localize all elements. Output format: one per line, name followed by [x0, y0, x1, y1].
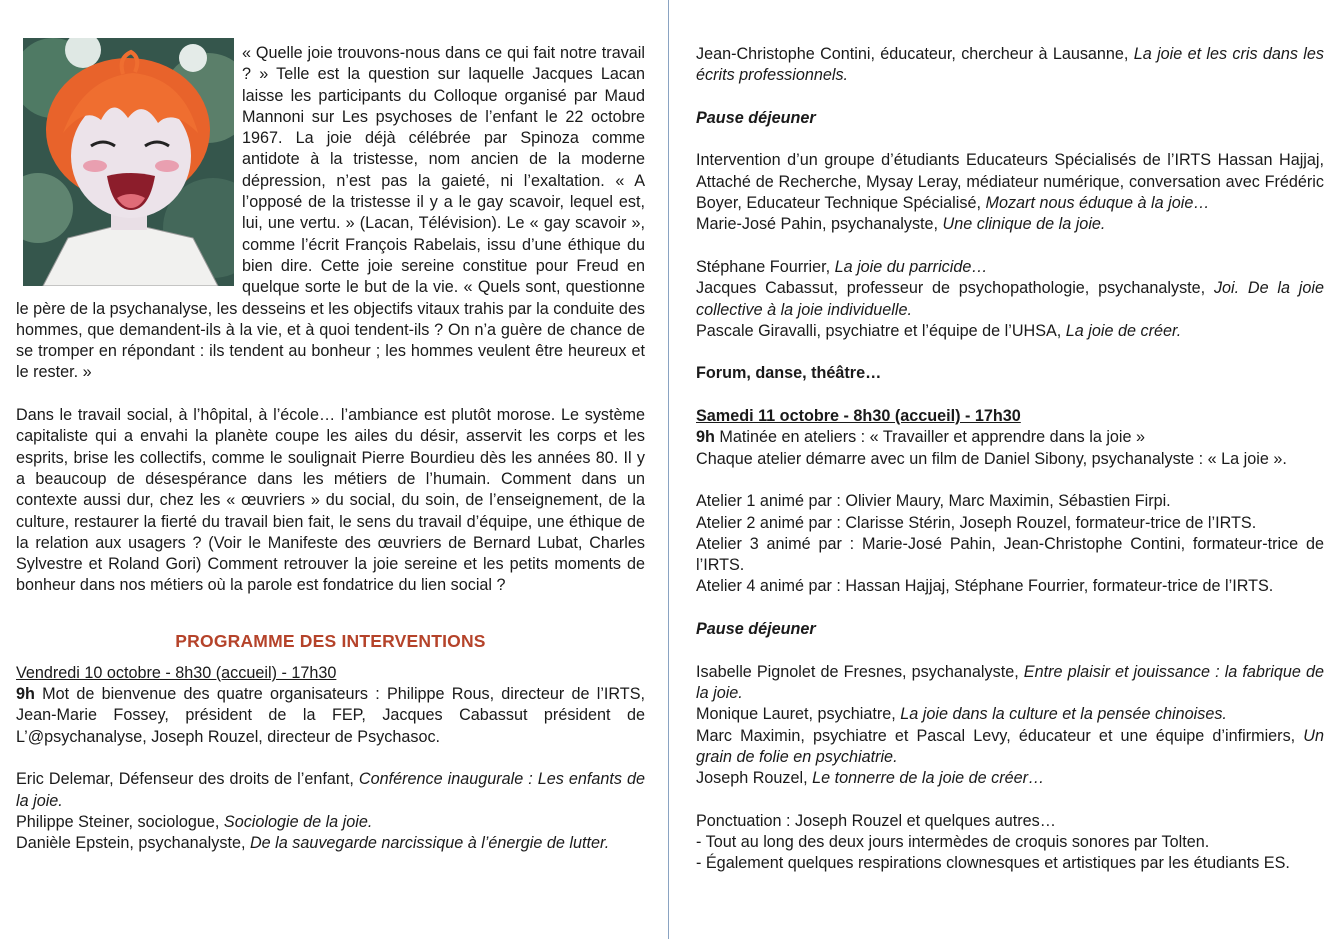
- talk-title: Joi. De la joie collective à la joie individuelle.: [696, 279, 1324, 319]
- speaker: Isabelle Pignolet de Fresnes, psychanalyste,: [696, 662, 1024, 681]
- talk-fourrier: [696, 257, 1324, 278]
- talk-maximin: [696, 726, 1324, 769]
- speaker: Stéphane Fourrier,: [696, 257, 835, 276]
- talk-title: La joie du parricide…: [834, 257, 988, 276]
- talk-lauret: [696, 704, 1324, 725]
- talk-title: De la sauvegarde narcissique à l’énergie de lutter.: [249, 834, 610, 853]
- speaker: Marie-José Pahin, psychanalyste,: [696, 215, 943, 234]
- talk-epstein: [16, 833, 645, 854]
- speaker: Pascale Giravalli, psychiatre et l’équipe de l’UHSA,: [696, 321, 1066, 340]
- bullet-croquis: - Tout au long des deux jours intermèdes de croquis sonores par Tolten.: [696, 832, 1210, 851]
- talk-title: La joie de créer.: [1065, 321, 1182, 340]
- friday-welcome-text: Mot de bienvenue des quatre organisateurs : Philippe Rous, directeur de l’IRTS, Jean-Marie Fossey, président de la FEP, Jacques Cabassut président de L’@psychanalyse, Joseph Rouzel, directeur de Psychasoc.: [16, 685, 645, 746]
- saturday-matinee: [696, 427, 1324, 448]
- speaker: Intervention d’un groupe d’étudiants Educateurs Spécialisés de l’IRTS Hassan Hajjaj, Attaché de Recherche, Mysay Leray, médiateur numérique, conversation avec Frédéric Boyer, Educateur Technique Spécialisé,: [696, 151, 1324, 213]
- friday-time: 9h: [16, 685, 35, 704]
- saturday-film: Chaque atelier démarre avec un film de Daniel Sibony, psychanalyste : « La joie ».: [696, 449, 1287, 468]
- saturday-heading: Samedi 11 octobre - 8h30 (accueil) - 17h30: [696, 407, 1021, 426]
- speaker: Philippe Steiner, sociologue,: [16, 812, 224, 831]
- pause-label: Pause déjeuner: [696, 620, 816, 639]
- pause-friday: [696, 108, 1324, 129]
- talk-title: La joie dans la culture et la pensée chinoises.: [900, 705, 1227, 724]
- speaker: Danièle Epstein, psychanalyste,: [16, 834, 250, 853]
- intro-paragraph-1: « Quelle joie trouvons-nous dans ce qui fait notre travail ? » Telle est la question sur laquelle Jacques Lacan laisse les participants du Colloque organisé par Maud Mannoni sur Les psychoses de l’enfant le 22 octobre 1967. La joie déjà célébrée par Spinoza comme antidote à la tristesse, nom ancien de la moderne dépression, n’est pas la gaieté, ni l’exaltation. « A l’opposé de la tristesse il y a le gay scavoir, lequel est, lui, une vertu. » (Lacan, Télévision). Le « gay scavoir », comme l’écrit François Rabelais, issu d’une éthique du bien dire. Cette joie sereine constitue pour Freud en quelque sorte le but de la vie. « Quels sont, questionne le père de la psychanalyse, les desseins et les objectifs vitaux trahis par la conduite des hommes, que demandent-ils à la vie, et à quoi tendent-ils ? On n’a guère de chance de se tromper en répondant : ils tendent au bonheur ; les hommes veulent être heureux et le rester. »: [16, 44, 645, 382]
- talk-title: Le tonnerre de la joie de créer…: [812, 769, 1045, 788]
- programme-title: PROGRAMME DES INTERVENTIONS: [175, 630, 486, 651]
- talk-title: Entre plaisir et jouissance : la fabrique de la joie.: [696, 662, 1324, 702]
- illustration-drawing: [23, 38, 234, 286]
- illustration-laughing-child: [23, 38, 234, 286]
- talk-title: Une clinique de la joie.: [942, 215, 1106, 234]
- talk-students: [696, 150, 1324, 214]
- talk-pahin: [696, 214, 1324, 235]
- bullet-respirations: - Également quelques respirations clownesques et artistiques par les étudiants ES.: [696, 854, 1290, 873]
- forum-label: Forum, danse, théâtre…: [696, 364, 882, 383]
- speaker: Eric Delemar, Défenseur des droits de l’enfant,: [16, 770, 359, 789]
- speaker: Jacques Cabassut, professeur de psychopathologie, psychanalyste,: [696, 279, 1214, 298]
- atelier-3: Atelier 3 animé par : Marie-José Pahin, Jean-Christophe Contini, formateur-trice de l’IRTS.: [696, 534, 1324, 575]
- atelier-1: Atelier 1 animé par : Olivier Maury, Marc Maximin, Sébastien Firpi.: [696, 492, 1171, 511]
- talk-title: Conférence inaugurale : Les enfants de la joie.: [16, 770, 645, 810]
- pause-saturday: [696, 619, 1324, 640]
- talk-title: La joie et les cris dans les écrits professionnels.: [696, 45, 1324, 85]
- talk-pignolet: [696, 662, 1324, 705]
- talk-title: Mozart nous éduque à la joie…: [985, 194, 1210, 213]
- speaker: Marc Maximin, psychiatre et Pascal Levy, éducateur et une équipe d’infirmiers,: [696, 726, 1304, 745]
- speaker: Jean-Christophe Contini, éducateur, chercheur à Lausanne,: [696, 45, 1134, 63]
- ponctuation: Ponctuation : Joseph Rouzel et quelques autres…: [696, 811, 1056, 830]
- atelier-4: Atelier 4 animé par : Hassan Hajjaj, Stéphane Fourrier, formateur-trice de l’IRTS.: [696, 577, 1274, 596]
- matinee-text: Matinée en ateliers : « Travailler et apprendre dans la joie »: [714, 428, 1146, 447]
- talk-title: Un grain de folie en psychiatrie.: [696, 726, 1324, 766]
- right-column: [696, 0, 1324, 875]
- saturday-time: 9h: [696, 428, 715, 447]
- talk-delemar: [16, 769, 645, 812]
- speaker: Monique Lauret, psychiatre,: [696, 705, 901, 724]
- left-column: [16, 0, 645, 854]
- talk-contini: [696, 44, 1324, 87]
- column-divider: [668, 0, 669, 939]
- pause-label: Pause déjeuner: [696, 108, 816, 127]
- friday-heading: Vendredi 10 octobre - 8h30 (accueil) - 17h30: [16, 663, 337, 682]
- talk-rouzel: [696, 768, 1324, 789]
- speaker: Joseph Rouzel,: [696, 769, 813, 788]
- intro-paragraph-2: Dans le travail social, à l’hôpital, à l’école… l’ambiance est plutôt morose. Le système capitaliste qui a envahi la planète coupe les ailes du désir, asservit les corps et les esprits, brise les collectifs, comme le soulignait Pierre Bourdieu dès les années 80. Il y a beaucoup de désespérance dans les métiers de l’humain. Comment dans un contexte aussi dur, chez les « œuvriers » du social, du soin, de l’enseignement, de la culture, restaurer la fierté du travail bien fait, le sens du travail d’équipe, une éthique de la relation aux usagers ? (Voir le Manifeste des œuvriers de Bernard Lubat, Charles Sylvestre et Roland Gori) Comment retrouver la joie sereine et les petits moments de bonheur dans nos métiers où la parole est fondatrice du lien social ?: [16, 406, 645, 595]
- talk-steiner: [16, 812, 645, 833]
- atelier-2: Atelier 2 animé par : Clarisse Stérin, Joseph Rouzel, formateur-trice de l’IRTS.: [696, 513, 1257, 532]
- talk-cabassut: [696, 278, 1324, 321]
- talk-giravalli: [696, 321, 1324, 342]
- talk-title: Sociologie de la joie.: [223, 812, 373, 831]
- friday-welcome: [16, 684, 645, 748]
